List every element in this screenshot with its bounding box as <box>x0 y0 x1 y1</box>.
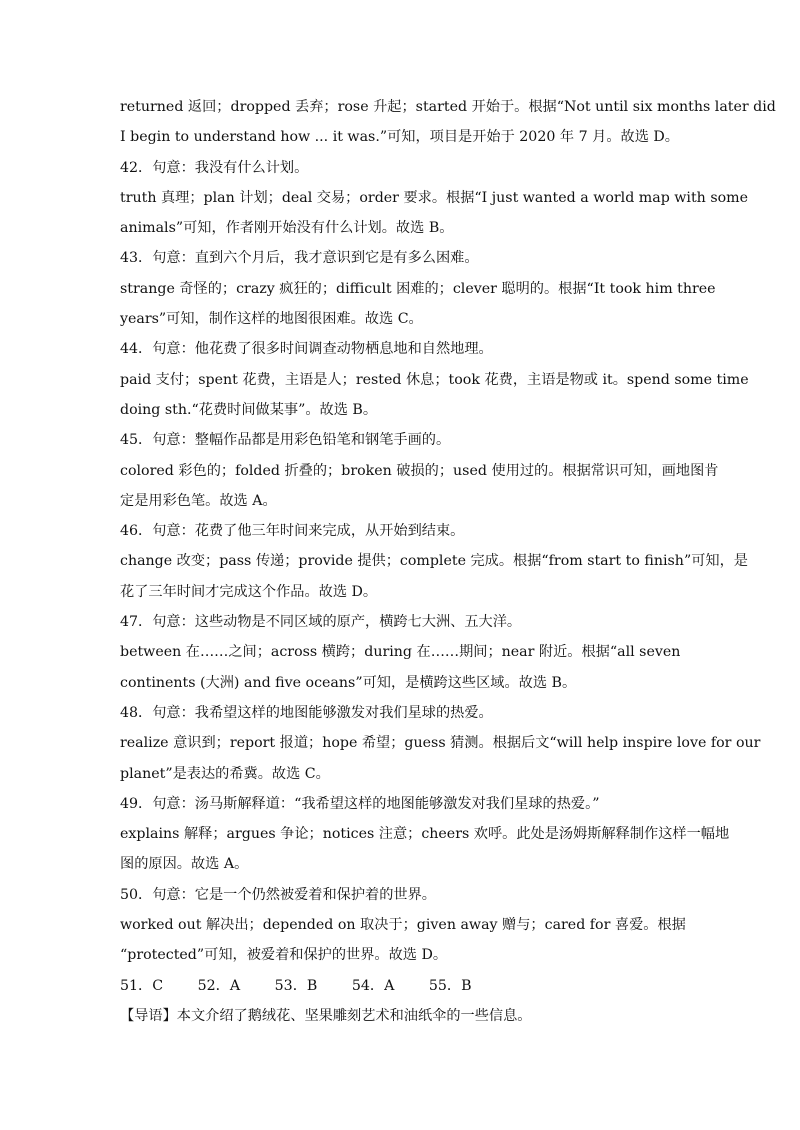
document-page <box>120 92 776 1031</box>
text-line: truth 真理；plan 计划；deal 交易；order 要求。根据“I just wanted a world map with some <box>120 189 748 206</box>
text-line: animals”可知，作者刚开始没有什么计划。故选 B。 <box>120 220 454 237</box>
text-line: I begin to understand how ... it was.”可知，项目是开始于 2020 年 7 月。故选 D。 <box>120 129 679 146</box>
text-line: planet”是表达的希冀。故选 C。 <box>120 765 330 782</box>
question-heading: 45．句意：整幅作品都是用彩色铅笔和钢笔手画的。 <box>120 432 451 449</box>
answer-item: 52．A <box>197 977 241 994</box>
section-intro: 【导语】本文介绍了鹅绒花、坚果雕刻艺术和油纸伞的一些信息。 <box>120 1007 532 1024</box>
question-heading: 47．句意：这些动物是不同区域的原产，横跨七大洲、五大洋。 <box>120 614 522 631</box>
answer-item: 53．B <box>274 977 318 994</box>
answer-item: 55．B <box>428 977 472 994</box>
text-line: change 改变；pass 传递；provide 提供；complete 完成。根据“from start to finish”可知，是 <box>120 553 748 570</box>
text-line: years”可知，制作这样的地图很困难。故选 C。 <box>120 311 423 328</box>
question-heading: 44．句意：他花费了很多时间调查动物栖息地和自然地理。 <box>120 341 493 358</box>
text-line: “protected”可知，被爱着和保护的世界。故选 D。 <box>120 947 448 964</box>
text-line: realize 意识到；report 报道；hope 希望；guess 猜测。根据后文“will help inspire love for our <box>120 735 761 752</box>
text-line: 图的原因。故选 A。 <box>120 856 249 873</box>
text-line: 定是用彩色笔。故选 A。 <box>120 492 277 509</box>
question-heading: 49．句意：汤马斯解释道：“我希望这样的地图能够激发对我们星球的热爱。” <box>120 795 600 812</box>
question-heading: 43．句意：直到六个月后，我才意识到它是有多么困难。 <box>120 250 479 267</box>
text-line: strange 奇怪的；crazy 疯狂的；difficult 困难的；clever 聪明的。根据“It took him three <box>120 280 716 297</box>
answer-item: 54．A <box>351 977 395 994</box>
text-line: paid 支付；spent 花费，主语是人；rested 休息；took 花费，主语是物或 it。spend some time <box>120 371 749 388</box>
text-line: 花了三年时间才完成这个作品。故选 D。 <box>120 583 378 600</box>
question-heading: 50．句意：它是一个仍然被爱着和保护着的世界。 <box>120 886 436 903</box>
answer-key <box>120 971 690 1001</box>
text-line: continents (大洲) and five oceans”可知，是横跨这些区域。故选 B。 <box>120 674 577 691</box>
text-line: between 在……之间；across 横跨；during 在……期间；near 附近。根据“all seven <box>120 644 681 661</box>
text-line: worked out 解决出；depended on 取决于；given away 赠与；cared for 喜爱。根据 <box>120 917 686 934</box>
question-heading: 48．句意：我希望这样的地图能够激发对我们星球的热爱。 <box>120 704 493 721</box>
text-line: doing sth.“花费时间做某事”。故选 B。 <box>120 401 378 418</box>
answer-item: 51．C <box>120 977 164 994</box>
text-line: explains 解释；argues 争论；notices 注意；cheers 欢呼。此处是汤姆斯解释制作这样一幅地 <box>120 826 730 843</box>
question-heading: 46．句意：花费了他三年时间来完成，从开始到结束。 <box>120 523 465 540</box>
text-line: colored 彩色的；folded 折叠的；broken 破损的；used 使用过的。根据常识可知，画地图肯 <box>120 462 719 479</box>
question-heading: 42．句意：我没有什么计划。 <box>120 159 309 176</box>
text-line: returned 返回；dropped 丢弃；rose 升起；started 开始于。根据“Not until six months later did <box>120 99 776 115</box>
